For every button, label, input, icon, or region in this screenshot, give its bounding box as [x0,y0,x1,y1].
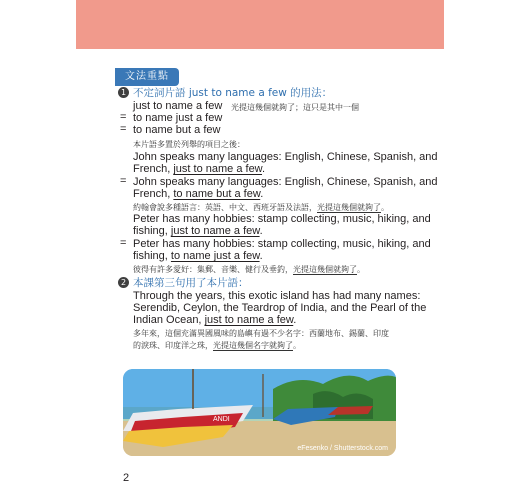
point1-title: 不定詞片語 just to name a few 的用法： [133,87,333,99]
lesson-translation-line2: 的淚珠、印度洋之珠，光提這幾個名字就夠了。 [133,341,301,350]
example3-line1: Peter has many hobbies: stamp collecting, music, hiking, and [133,213,431,225]
equals-sign: = [120,111,127,123]
section-tag: 文法重點 [115,68,179,86]
page-number: 2 [123,472,130,484]
example34-translation: 彼得有許多愛好：集郵、音樂、健行及垂釣，光提這幾個就夠了。 [133,265,365,274]
example2-line1: John speaks many languages: English, Chinese, Spanish, and [133,176,438,188]
point1-heading [118,86,332,100]
example1-line1: John speaks many languages: English, Chinese, Spanish, and [133,151,438,163]
example3-line2: fishing, just to name a few. [133,225,263,237]
underlined-phrase: just to name a few [173,163,263,175]
phrase-just-to-name-a-few: just to name a few [133,100,223,112]
lesson-sentence-line3: Indian Ocean, just to name a few. [133,314,297,326]
usage-note: 本片語多置於列舉的項目之後： [133,140,245,149]
example2-line2: French, to name but a few. [133,188,264,200]
equals-sign: = [120,123,127,135]
underlined-phrase: just to name a few [170,225,260,237]
equals-sign: = [120,237,127,249]
beach-boats-photo [123,369,396,456]
point1-number: 1 [118,87,129,98]
example4-line1: Peter has many hobbies: stamp collecting, music, hiking, and [133,238,431,250]
header-banner [76,0,444,49]
lesson-sentence-line1: Through the years, this exotic island has had many names: [133,290,421,302]
underlined-phrase: 光提這幾個就夠了 [317,203,381,212]
point2-heading [118,276,249,290]
underlined-phrase: to name just a few [170,250,260,262]
phrase-to-name-just-a-few: to name just a few [133,112,223,124]
example12-translation: 約翰會說多種語言：英語、中文、西班牙語及法語，光提這幾個就夠了。 [133,203,389,212]
point2-title: 本課第三句用了本片語： [133,277,249,289]
point2-number: 2 [118,277,129,288]
boat-label: ANDI [213,416,230,423]
beach-boats-illustration [123,369,396,456]
photo-credit: eFesenko / Shutterstock.com [297,445,388,452]
equals-sign: = [120,175,127,187]
example1-line2: French, just to name a few. [133,163,266,175]
underlined-phrase: just to name a few [204,314,294,326]
underlined-phrase: to name but a few [173,188,261,200]
underlined-phrase: 光提這幾個名字就夠了 [213,341,293,350]
lesson-sentence-line2: Serendib, Ceylon, the Teardrop of India, and the Pearl of the [133,302,427,314]
phrase-gloss: 光提這幾個就夠了；這只是其中一個 [231,103,359,112]
lesson-translation-line1: 多年來，這個充滿異國風味的島嶼有過不少名字：西蘭地布、錫蘭、印度 [133,329,389,338]
phrase-to-name-but-a-few: to name but a few [133,124,221,136]
example4-line2: fishing, to name just a few. [133,250,263,262]
underlined-phrase: 光提這幾個就夠了 [293,265,357,274]
